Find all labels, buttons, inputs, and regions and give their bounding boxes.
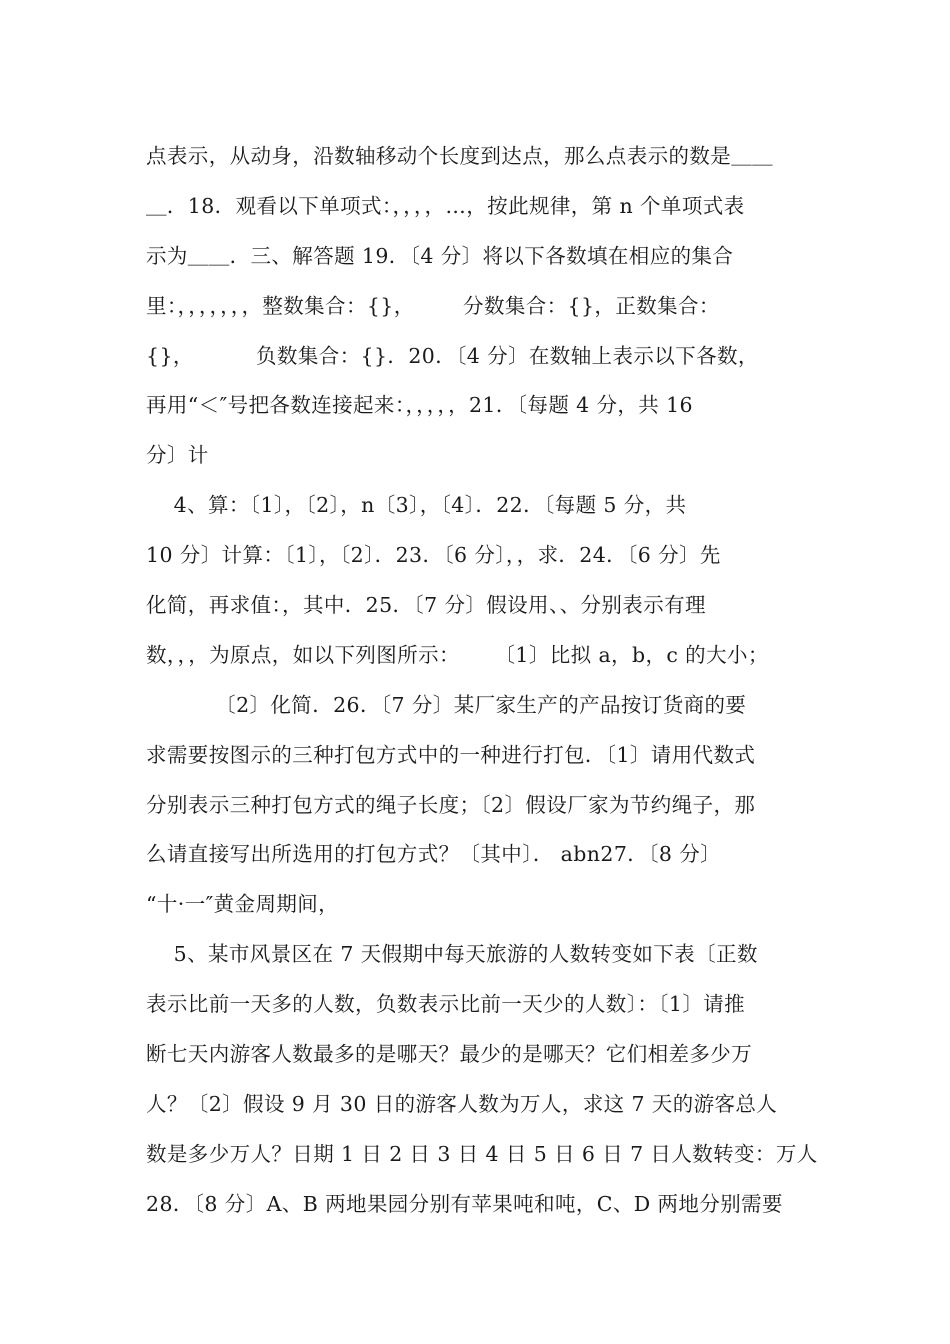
text-line: 表示比前一天多的人数，负数表示比前一天少的人数〕：〔1〕请推 (146, 992, 746, 1017)
text-line: 数，，，为原点，如以下列图所示： 〔1〕比拟 a，b，c 的大小； (146, 642, 769, 667)
document-body (146, 132, 822, 1230)
text-line: 断七天内游客人数最多的是哪天？最少的是哪天？它们相差多少万 (146, 1042, 753, 1067)
text-line: 28．〔8 分〕A、B 两地果园分别有苹果吨和吨，C、D 两地分别需要 (146, 1191, 783, 1216)
text-line: 人？〔2〕假设 9 月 30 日的游客人数为万人，求这 7 天的游客总人 (146, 1091, 778, 1116)
text-line: 再用“＜″号把各数连接起来：，，，，，21．〔每题 4 分，共 16 (146, 393, 693, 418)
text-line: 分别表示三种打包方式的绳子长度；〔2〕假设厂家为节约绳子，那 (146, 792, 756, 817)
text-line: 示为＿＿．三、解答题 19．〔4 分〕将以下各数填在相应的集合 (146, 243, 734, 268)
text-line: 么请直接写出所选用的打包方式？〔其中〕． abn27．〔8 分〕 (146, 842, 722, 867)
text-line: 里：，，，，，，，整数集合：{}， 分数集合：{}，正数集合： (146, 293, 720, 318)
text-line: 5、某市风景区在 7 天假期中每天旅游的人数转变如下表〔正数 (146, 942, 758, 967)
text-line: 点表示，从动身，沿数轴移动个长度到达点，那么点表示的数是＿＿ (146, 144, 773, 168)
text-line: {}， 负数集合：{}．20．〔4 分〕在数轴上表示以下各数， (146, 343, 759, 368)
text-line: 数是多少万人？日期 1 日 2 日 3 日 4 日 5 日 6 日 7 日人数转变：万人 (146, 1141, 818, 1166)
text-line: 4、算：〔1〕，〔2〕，n〔3〕，〔4〕．22．〔每题 5 分，共 (146, 493, 687, 518)
text-line: 分〕计 (146, 443, 209, 468)
text-line: ＿．18．观看以下单项式：，，，，…，按此规律，第 n 个单项式表 (146, 193, 745, 218)
text-line: 求需要按图示的三种打包方式中的一种进行打包．〔1〕请用代数式 (146, 742, 756, 767)
text-line: 〔2〕化简．26．〔7 分〕某厂家生产的产品按订货商的要 (146, 692, 747, 717)
text-line: “十·一″黄金周期间， (146, 892, 340, 917)
text-line: 化简，再求值：，其中．25．〔7 分〕假设用、、分别表示有理 (146, 593, 706, 618)
text-line: 10 分〕计算：〔1〕，〔2〕．23．〔6 分〕，，求．24．〔6 分〕先 (146, 543, 721, 568)
